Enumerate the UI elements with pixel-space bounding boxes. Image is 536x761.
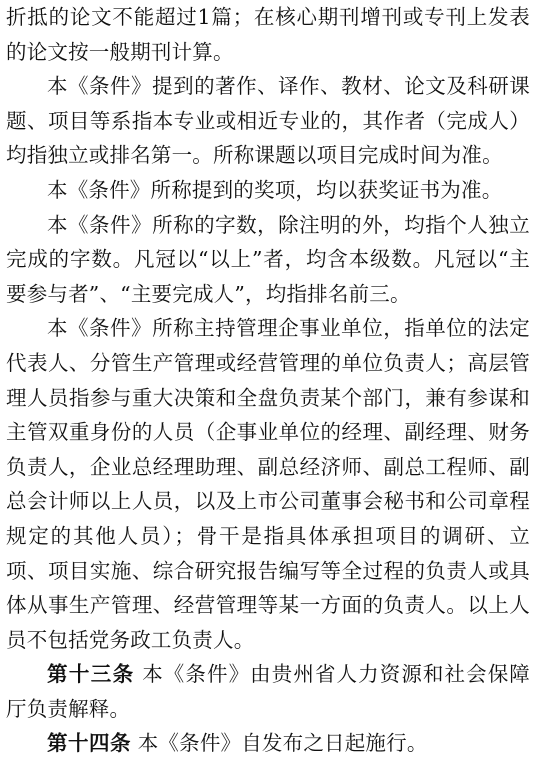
article-14-text: 本《条件》自发布之日起施行。 — [137, 731, 428, 756]
article-13-heading: 第十三条 — [47, 662, 135, 687]
article-13 — [6, 657, 530, 726]
article-14-heading: 第十四条 — [47, 731, 131, 756]
article-13-text: 本《条件》由贵州省人力资源和社会保障厅负责解释。 — [6, 662, 531, 721]
paragraph-awards: 本《条件》所称提到的奖项，均以获奖证书为准。 — [47, 177, 503, 202]
paragraph-management-definition: 本《条件》所称主持管理企事业单位，指单位的法定代表人、分管生产管理或经营管理的单位负责人；高层管理人员指参与重大决策和全盘负责某个部门，兼有参谋和主管双重身份的人员（企事业单位的经理、副经理、财务负责人，企业总经理助理、副总经济师、副总工程师、副总会计师以上人员，以及上市公司董事会秘书和公司章程规定的其他人员）；骨干是指具体承担项目的调研、立项、项目实施、综合研究报告编写等全过程的负责人或具体从事生产管理、经营管理等某一方面的负责人。以上人员不包括党务政工负责人。 — [6, 316, 530, 652]
article-14 — [6, 726, 530, 761]
paragraph-works-definition: 本《条件》提到的著作、译作、教材、论文及科研课题、项目等系指本专业或相近专业的，其作者（完成人）均指独立或排名第一。所称课题以项目完成时间为准。 — [6, 74, 530, 168]
paragraph-word-count: 本《条件》所称的字数，除注明的外，均指个人独立完成的字数。凡冠以“以上”者，均含本级数。凡冠以“主要参与者”、“主要完成人”，均指排名前三。 — [6, 212, 530, 306]
paragraph-thesis-limit: 折抵的论文不能超过1篇；在核心期刊增刊或专刊上发表的论文按一般期刊计算。 — [6, 5, 530, 64]
document-page — [6, 0, 530, 761]
